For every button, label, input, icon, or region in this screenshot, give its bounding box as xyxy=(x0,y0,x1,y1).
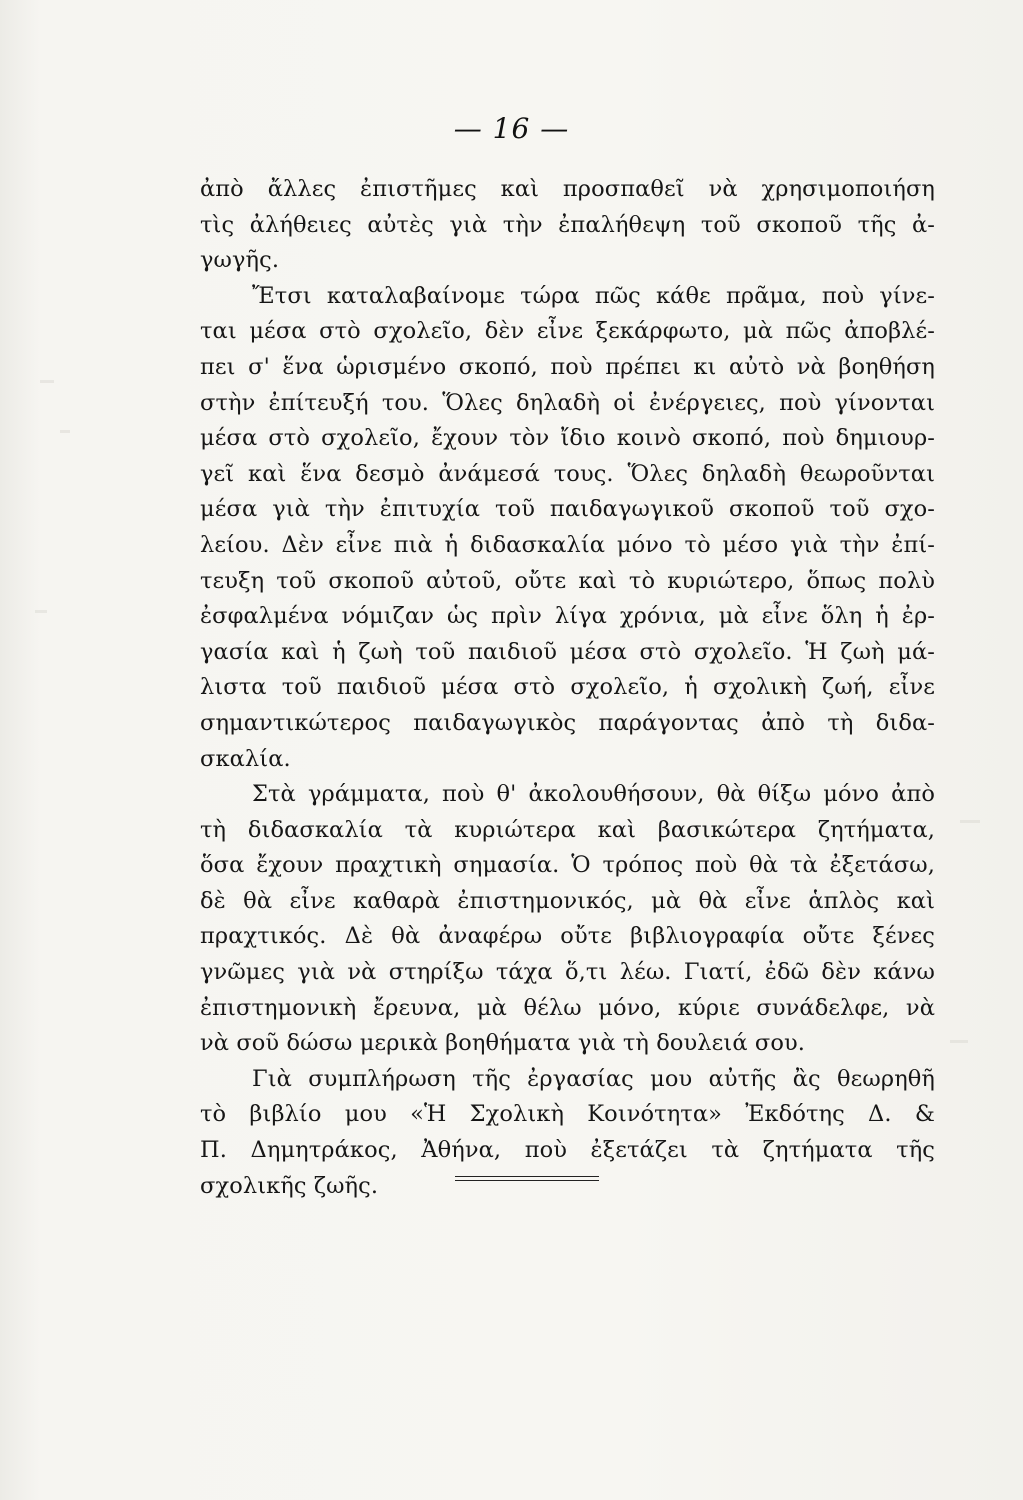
text-line: τὴ διδασκαλία τὰ κυριώτερα καὶ βασικώτερα ζητήματα, xyxy=(200,816,935,843)
text-line: σκαλία. xyxy=(200,745,291,772)
text-line: μέσα στὸ σχολεῖο, ἔχουν τὸν ἴδιο κοινὸ σκοπό, ποὺ δημιουρ- xyxy=(200,425,935,452)
text-line: τευξη τοῦ σκοποῦ αὐτοῦ, οὔτε καὶ τὸ κυριώτερο, ὅπως πολὺ xyxy=(200,567,935,594)
text-line: τὸ βιβλίο μου «Ἡ Σχολικὴ Κοινότητα» Ἐκδότης Δ. & xyxy=(200,1101,935,1128)
section-divider-rule xyxy=(455,1176,599,1181)
text-line: Στὰ γράμματα, ποὺ θ' ἀκολουθήσουν, θὰ θίξω μόνο ἀπὸ xyxy=(252,781,935,808)
text-line: Ἔτσι καταλαβαίνομε τώρα πῶς κάθε πρᾶμα, ποὺ γίνε- xyxy=(252,282,935,309)
text-line: γωγῆς. xyxy=(200,247,280,274)
text-line: ἀπὸ ἄλλες ἐπιστῆμες καὶ προσπαθεῖ νὰ χρησιμοποιήση xyxy=(200,176,935,202)
text-line: λιστα τοῦ παιδιοῦ μέσα στὸ σχολεῖο, ἡ σχολικὴ ζωή, εἶνε xyxy=(200,674,935,701)
text-line: τὶς ἀλήθειες αὐτὲς γιὰ τὴν ἐπαλήθεψη τοῦ σκοποῦ τῆς ἀ- xyxy=(200,211,935,238)
text-line: ἐπιστημονικὴ ἔρευνα, μὰ θέλω μόνο, κύριε συνάδελφε, νὰ xyxy=(200,994,935,1021)
text-line: ται μέσα στὸ σχολεῖο, δὲν εἶνε ξεκάρφωτο, μὰ πῶς ἀποβλέ- xyxy=(200,318,935,345)
text-line: Γιὰ συμπλήρωση τῆς ἐργασίας μου αὐτῆς ἂς θεωρηθῆ xyxy=(252,1065,935,1092)
body-text xyxy=(200,172,935,1204)
text-line: ὅσα ἔχουν πραχτικὴ σημασία. Ὁ τρόπος ποὺ θὰ τὰ ἐξετάσω, xyxy=(200,852,935,879)
text-line: νὰ σοῦ δώσω μερικὰ βοηθήματα γιὰ τὴ δουλειά σου. xyxy=(200,1030,806,1057)
page-number: — 16 — xyxy=(453,112,570,145)
text-line: Π. Δημητράκος, Ἀθήνα, ποὺ ἐξετάζει τὰ ζητήματα τῆς xyxy=(200,1137,935,1164)
text-line: γνῶμες γιὰ νὰ στηρίξω τάχα ὅ,τι λέω. Γιατί, ἐδῶ δὲν κάνω xyxy=(200,959,935,986)
text-line: σημαντικώτερος παιδαγωγικὸς παράγοντας ἀπὸ τὴ διδα- xyxy=(200,709,935,736)
text-line: γασία καὶ ἡ ζωὴ τοῦ παιδιοῦ μέσα στὸ σχολεῖο. Ἡ ζωὴ μά- xyxy=(200,638,935,665)
text-line: ἐσφαλμένα νόμιζαν ὡς πρὶν λίγα χρόνια, μὰ εἶνε ὅλη ἡ ἐρ- xyxy=(200,603,935,630)
text-line: στὴν ἐπίτευξή του. Ὅλες δηλαδὴ οἱ ἐνέργειες, ποὺ γίνονται xyxy=(200,389,935,416)
text-line: σχολικῆς ζωῆς. xyxy=(200,1172,379,1199)
text-line: μέσα γιὰ τὴν ἐπιτυχία τοῦ παιδαγωγικοῦ σκοποῦ τοῦ σχο- xyxy=(200,496,935,523)
text-line: πει σ' ἕνα ὡρισμένο σκοπό, ποὺ πρέπει κι αὐτὸ νὰ βοηθήση xyxy=(200,353,935,380)
text-line: πραχτικός. Δὲ θὰ ἀναφέρω οὔτε βιβλιογραφία οὔτε ξένες xyxy=(200,923,935,950)
text-line: λείου. Δὲν εἶνε πιὰ ἡ διδασκαλία μόνο τὸ μέσο γιὰ τὴν ἐπί- xyxy=(200,531,935,558)
text-line: δὲ θὰ εἶνε καθαρὰ ἐπιστημονικός, μὰ θὰ εἶνε ἁπλὸς καὶ xyxy=(200,887,935,914)
text-line: γεῖ καὶ ἕνα δεσμὸ ἀνάμεσά τους. Ὅλες δηλαδὴ θεωροῦνται xyxy=(200,460,935,487)
